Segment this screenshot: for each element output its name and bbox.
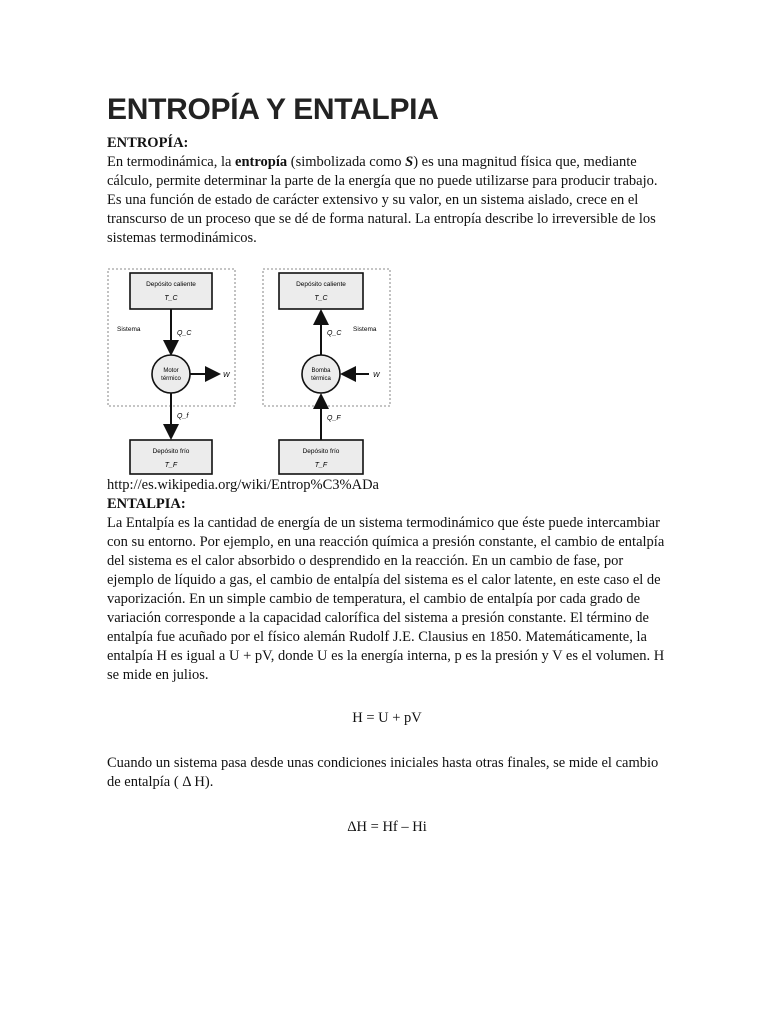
left-system-label: Sistema [117, 326, 141, 333]
entropia-text-mid: (simbolizada como [287, 154, 406, 170]
bomba-circle [302, 355, 340, 393]
motor-circle [152, 355, 190, 393]
right-heat-in-label: Q_F [327, 415, 341, 422]
right-hot-label: Depósito caliente [296, 281, 346, 288]
right-heat-out-label: Q_C [327, 330, 342, 337]
motor-label-line1: Motor [163, 368, 179, 374]
left-work-label: W [223, 372, 230, 379]
entalpia-paragraph: La Entalpía es la cantidad de energía de un sistema termodinámico que éste puede intercambiar con su entorno. Por ejemplo, en una reacción química a presión constante, el cambio de entalpía del sistema es el calor absorbido o desprendido en la reacción. En un cambio de fase, por ejemplo de líquido a gas, el cambio de entalpía del sistema es el calor latente, en este caso el de vaporización. En un simple cambio de temperatura, el cambio de entalpía por cada grado de variación corresponde a la capacidad calorífica del sistema a presión constante. El término de entalpía fue acuñado por el físico alemán Rudolf J.E. Clausius en 1850. Matemáticamente, la entalpía H es igual a U + pV, donde U es la energía interna, p es la presión y V es el volumen. H se mide en julios. [107, 515, 665, 683]
left-cold-label: Depósito frío [152, 448, 190, 455]
entropia-heading: ENTROPÍA: [107, 135, 189, 151]
entropia-text-end: ) es una magnitud física que, mediante cálculo, permite determinar la parte de la energía que no puede utilizarse para producir trabajo. Es una función de estado de carácter extensivo y su valor, en un sistema aislado, crece en el transcurso de un proceso que se dé de forma natural. La entropía describe lo irreversible de los sistemas termodinámicos. [107, 154, 658, 246]
left-hot-temp: T_C [164, 295, 178, 302]
left-hot-reservoir [130, 273, 212, 309]
enthalpy-change-formula: ΔH = Hf – Hi [347, 819, 427, 835]
bomba-label-line1: Bomba [311, 368, 331, 374]
heat-engine-diagram [107, 268, 391, 476]
left-heat-out-label: Q_f [177, 413, 189, 420]
bomba-label-line2: térmica [311, 376, 331, 382]
entropia-paragraph [107, 153, 667, 248]
entropia-symbol: S [405, 154, 414, 170]
left-cold-temp: T_F [164, 462, 178, 469]
entalpia-heading: ENTALPIA: [107, 496, 186, 512]
right-cold-temp: T_F [314, 462, 328, 469]
motor-termico-panel [108, 269, 235, 474]
right-system-label: Sistema [353, 326, 377, 333]
enthalpy-formula: H = U + pV [352, 710, 422, 726]
page-title: ENTROPÍA Y ENTALPIA [107, 93, 439, 126]
right-cold-label: Depósito frío [302, 448, 340, 455]
source-url: http://es.wikipedia.org/wiki/Entrop%C3%ADa [107, 477, 379, 493]
right-hot-temp: T_C [314, 295, 328, 302]
entalpia-change-paragraph: Cuando un sistema pasa desde unas condiciones iniciales hasta otras finales, se mide el cambio de entalpía ( Δ H). [107, 755, 659, 790]
right-hot-reservoir [279, 273, 363, 309]
motor-label-line2: térmico [161, 376, 181, 382]
bomba-termica-panel [263, 269, 390, 474]
right-work-label: W [373, 372, 380, 379]
left-heat-in-label: Q_C [177, 330, 192, 337]
document-page [107, 92, 667, 837]
entropia-bold-term: entropía [235, 154, 288, 170]
left-hot-label: Depósito caliente [146, 281, 196, 288]
entropia-text-start: En termodinámica, la [107, 154, 236, 170]
